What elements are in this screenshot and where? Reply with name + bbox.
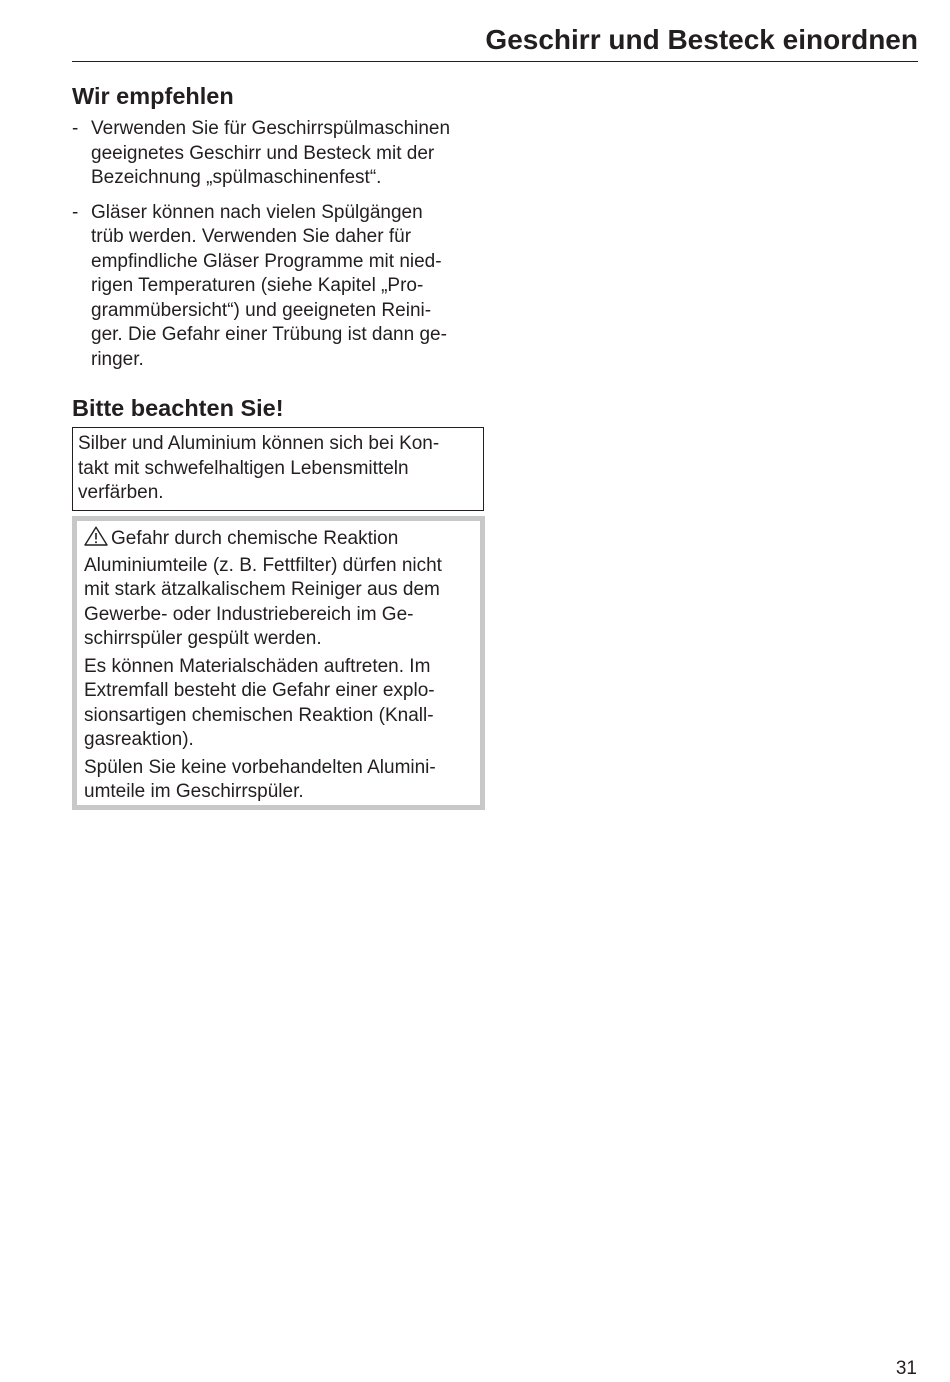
list-item-line: grammübersicht“) und geeigneten Reini-	[91, 299, 432, 321]
warning-title: Gefahr durch chemische Reaktion	[111, 528, 399, 549]
section-heading-notice: Bitte beachten Sie!	[72, 395, 284, 421]
recommend-list	[72, 117, 492, 382]
warning-line: Spülen Sie keine vorbehandelten Alumini-	[84, 756, 436, 778]
list-item-line: Gläser können nach vielen Spülgängen	[91, 201, 423, 223]
warning-line: schirrspüler gespült werden.	[84, 628, 322, 649]
list-item-line: geeignetes Geschirr und Besteck mit der	[91, 142, 435, 164]
notice-box	[72, 427, 484, 511]
warning-paragraph	[84, 655, 480, 753]
notice-line: takt mit schwefelhaltigen Lebensmitteln	[78, 457, 409, 479]
warning-paragraph	[84, 554, 480, 652]
list-item-line: ringer.	[91, 348, 144, 370]
list-item	[72, 117, 492, 191]
warning-line: Gewerbe- oder Industriebereich im Ge-	[84, 603, 414, 625]
notice-line: Silber und Aluminium können sich bei Kon-	[78, 433, 440, 454]
page-number: 31	[895, 1358, 917, 1379]
warning-triangle-icon	[84, 526, 108, 546]
warning-title-row	[84, 526, 480, 552]
warning-line: Extremfall besteht die Gefahr einer explo-	[84, 680, 435, 701]
list-item-line: trüb werden. Verwenden Sie daher für	[91, 226, 412, 247]
list-item	[72, 201, 492, 373]
warning-line: umteile im Geschirrspüler.	[84, 781, 304, 802]
warning-line: Es können Materialschäden auftreten. Im	[84, 655, 431, 677]
warning-box	[72, 516, 485, 810]
list-item-line: ger. Die Gefahr einer Trübung ist dann ge-	[91, 324, 447, 345]
section-heading-recommend: Wir empfehlen	[72, 83, 234, 109]
bullet-dash: -	[72, 118, 79, 139]
warning-line: sionsartigen chemischen Reaktion (Knall-	[84, 704, 434, 726]
list-item-line: Verwenden Sie für Geschirrspülmaschinen	[91, 118, 451, 139]
page-header	[72, 18, 918, 62]
bullet-dash: -	[72, 201, 79, 223]
list-item-line: rigen Temperaturen (siehe Kapitel „Pro-	[91, 275, 424, 296]
page-title: Geschirr und Besteck einordnen	[485, 24, 918, 55]
list-item-line: Bezeichnung „spülmaschinenfest“.	[91, 167, 382, 188]
warning-line: Aluminiumteile (z. B. Fettfilter) dürfen nicht	[84, 554, 442, 576]
warning-line: gasreaktion).	[84, 729, 194, 750]
warning-paragraph	[84, 756, 480, 805]
warning-line: mit stark ätzalkalischem Reiniger aus dem	[84, 579, 440, 600]
list-item-line: empfindliche Gläser Programme mit nied-	[91, 250, 442, 272]
notice-line: verfärben.	[78, 482, 164, 503]
